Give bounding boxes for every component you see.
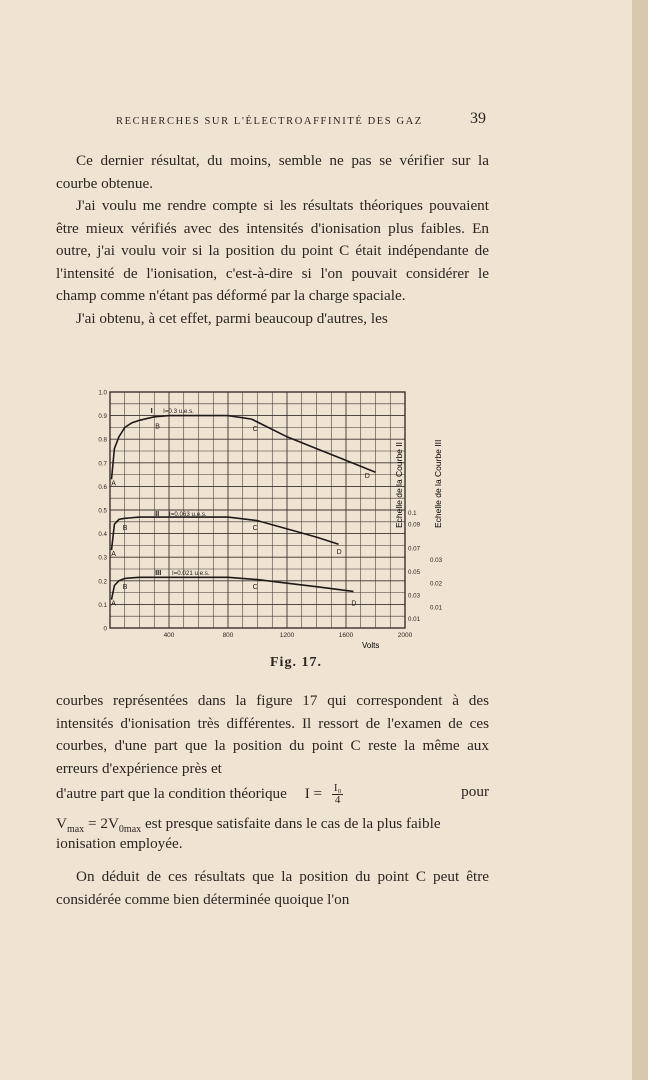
right-tick-label-II: 0.03 (408, 592, 421, 600)
series-intensity-label: I=0.063 u.e.s. (169, 510, 207, 518)
right-tick-label-II: 0.07 (408, 545, 421, 553)
paragraph-1 (56, 150, 489, 330)
right-tick-label-III: 0.01 (430, 604, 443, 612)
running-title: RECHERCHES SUR L'ÉLECTROAFFINITÉ DES GAZ (116, 116, 423, 127)
chart-labels (98, 390, 442, 640)
point-label-a: A (111, 551, 116, 559)
x-tick-label: 800 (222, 632, 234, 639)
point-label-a: A (111, 600, 116, 608)
y-tick-label: 0.5 (98, 507, 107, 515)
formula-pour: pour (461, 783, 489, 800)
point-label-b: B (122, 525, 128, 533)
formula-eq: = 2V (87, 815, 119, 832)
paragraph-text: J'ai obtenu, à cet effet, parmi beaucoup d'autres, les (76, 309, 388, 327)
right-tick-label-II: 0.05 (408, 568, 421, 576)
y-tick-label: 0.9 (98, 413, 107, 421)
y-tick-label: 0.7 (98, 460, 107, 468)
page-edge (632, 0, 648, 1080)
point-label-d: D (336, 548, 342, 556)
x-unit-label: Volts (362, 641, 380, 650)
formula-line-2 (56, 815, 489, 853)
y-tick-label: 0.8 (98, 436, 107, 444)
point-label-d: D (364, 473, 370, 481)
point-label-c: C (252, 525, 258, 533)
right-tick-label-II: 0.1 (408, 509, 417, 517)
v0max-sub: 0max (118, 824, 142, 836)
paragraph-text: Ce dernier résultat, du moins, semble ne pas se vérifier sur la courbe obtenue. (56, 152, 489, 192)
x-tick-label: 1200 (279, 632, 295, 639)
figure-caption: Fig. 17. (270, 655, 322, 670)
y-tick-label: 0.1 (98, 601, 107, 609)
paragraph-2 (56, 690, 489, 780)
point-label-a: A (111, 480, 116, 488)
right-axis-label-II: Echelle de la Courbe II (394, 442, 404, 528)
series-name-label: I (150, 406, 153, 416)
y-tick-label: 0.3 (98, 554, 107, 562)
formula-prefix: d'autre part que la condition théorique (56, 784, 287, 802)
formula-line (56, 783, 489, 806)
formula-lhs: I = (304, 784, 323, 802)
y-tick-label: 0.4 (98, 531, 107, 539)
paragraph-text: courbes représentées dans la figure 17 qui correspondent à des intensités d'ionisation très différentes. Il ressort de l'examen de ces courbes, d'une part que la position du point C reste la même aux erreurs d'expérience près et (56, 692, 489, 777)
point-label-c: C (252, 584, 258, 592)
series-name-label: II (155, 508, 160, 518)
y-tick-label: 1.0 (98, 389, 107, 397)
fraction-numerator: I₀ (333, 782, 342, 794)
series-intensity-label: I=0.021 u.e.s. (171, 569, 210, 577)
vmax-sub: max (66, 824, 85, 836)
formula-rest: est presque satisfaite dans le cas de la plus faible ionisation employée. (56, 815, 441, 853)
right-tick-label-III: 0.02 (430, 580, 443, 588)
vmax: V (56, 815, 67, 832)
x-tick-label: 2000 (397, 632, 413, 639)
paragraph-text: On déduit de ces résultats que la position du point C peut être considérée comme bien déterminée quoique l'on (56, 868, 489, 908)
chart-curves (112, 416, 376, 600)
figure-17-chart (90, 378, 450, 653)
right-axis-label-III: Echelle de la Courbe III (433, 439, 443, 528)
fraction (332, 783, 344, 806)
right-tick-label-II: 0.01 (408, 616, 421, 624)
y-tick-label: 0 (103, 625, 107, 633)
paragraph-text: J'ai voulu me rendre compte si les résultats théoriques pouvaient être mieux vérifiés avec des intensités d'ionisation plus faibles. En outre, j'ai voulu voir si la position du point C était indépendante de l'intensité de l'ionisation, c'est-à-dire si l'on pouvait considérer le champ comme n'étant pas déformé par la charge spaciale. (56, 197, 489, 304)
series-line (112, 416, 376, 480)
y-tick-label: 0.6 (98, 483, 107, 491)
page-number: 39 (470, 110, 486, 127)
point-label-b: B (122, 584, 128, 592)
y-tick-label: 0.2 (98, 578, 107, 586)
series-intensity-label: I=0.3 u.e.s. (163, 408, 194, 416)
x-tick-label: 1600 (338, 632, 354, 639)
paragraph-3 (56, 866, 489, 911)
point-label-d: D (351, 600, 357, 608)
point-label-b: B (155, 423, 160, 431)
series-name-label: III (155, 567, 162, 577)
x-tick-label: 400 (163, 632, 175, 639)
fraction-denominator: 4 (334, 794, 341, 806)
right-tick-label-II: 0.09 (408, 521, 421, 529)
right-tick-label-III: 0.03 (430, 557, 443, 565)
point-label-c: C (252, 426, 258, 434)
